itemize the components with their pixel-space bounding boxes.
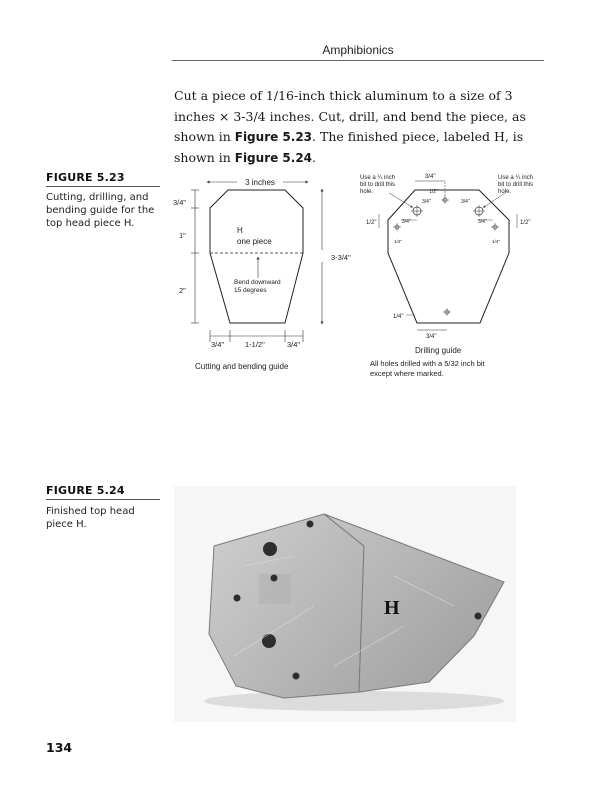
body-text-2: . The finished piece, labeled H, is shown in <box>174 129 524 165</box>
figure-524-rule <box>46 499 160 500</box>
bottom-right-dim: 3/4" <box>287 340 301 349</box>
top-left-dim: 3/4" <box>173 198 187 207</box>
figure-524-photo <box>174 486 516 722</box>
photo-hole-right <box>475 613 482 620</box>
figure-523-label: FIGURE 5.23 <box>46 171 125 184</box>
figure-524-caption: Finished top head piece H. <box>46 506 135 530</box>
note-left-3: hole. <box>360 189 374 195</box>
photo-part-letter: H <box>384 597 400 619</box>
body-paragraph <box>174 86 554 168</box>
drill-quarter-a: 3/4" <box>422 199 431 205</box>
drill-right-dim: 1/2" <box>520 220 531 226</box>
drilling-guide <box>360 174 533 378</box>
header-rule <box>172 60 544 61</box>
drill-top-dim: 3/4" <box>425 174 436 180</box>
figure-523-diagram <box>165 160 565 380</box>
cutting-guide <box>173 175 359 371</box>
part-text: one piece <box>237 237 272 246</box>
page-number: 134 <box>46 740 73 755</box>
photo-hole-bottom <box>293 673 300 680</box>
figure-524-label: FIGURE 5.24 <box>46 484 125 497</box>
bottom-left-dim: 3/4" <box>211 340 225 349</box>
one-inch-dim: 1" <box>179 231 186 240</box>
body-text-3: . <box>312 149 317 165</box>
note-right-3: hole. <box>498 189 512 195</box>
drilling-note-1: All holes drilled with a 5/32 inch bit <box>370 359 485 368</box>
bend-text-2: 15 degrees <box>234 287 267 294</box>
drill-inner-right: 3/4" <box>478 219 487 225</box>
note-left-1: Use a ¼ inch <box>360 175 396 181</box>
note-left-leader <box>389 193 412 207</box>
note-right-1: Use a ¼ inch <box>498 175 534 181</box>
drill-half-dim: 1/2" <box>429 189 438 195</box>
photo-hole-center <box>271 575 278 582</box>
drilling-note-2: except where marked. <box>370 369 444 378</box>
running-header: Amphibionics <box>322 43 394 57</box>
figure-reference-524: Figure 5.24 <box>234 150 313 165</box>
drilling-guide-title: Drilling guide <box>415 346 462 355</box>
drill-inner-left: 3/4" <box>402 219 411 225</box>
figure-523-rule <box>46 186 160 187</box>
part-letter: H <box>237 226 243 235</box>
width-label: 3 inches <box>245 178 275 187</box>
drill-small-left: 1/4" <box>394 239 402 244</box>
note-left-2: bit to drill this <box>360 182 396 188</box>
drill-left-dim: 1/2" <box>366 220 377 226</box>
photo-hole-large-bottom <box>262 634 276 648</box>
body-text-1: Cut a piece of 1/16-inch thick aluminum to a size of 3 inches × 3-3/4 inches. Cut, drill, and bend the piece, as shown in <box>174 88 526 144</box>
cutting-outline <box>210 190 303 323</box>
cutting-guide-title: Cutting and bending guide <box>195 362 289 371</box>
figure-reference-523: Figure 5.23 <box>234 130 313 144</box>
plate-left-face <box>209 514 364 698</box>
drill-bottom-side: 1/4" <box>393 314 404 320</box>
photo-hole-large-top <box>263 542 277 556</box>
plate-shadow <box>204 691 504 711</box>
figure-523-caption: Cutting, drilling, and bending guide for the top head piece H. <box>46 192 155 229</box>
drill-small-right: 1/4" <box>492 239 500 244</box>
drill-quarter-b: 3/4" <box>461 199 470 205</box>
two-inch-dim: 2" <box>179 286 186 295</box>
bend-text-1: Bend downward <box>234 279 281 286</box>
hole-crosshairs <box>393 196 499 316</box>
drill-bottom-dim: 3/4" <box>426 334 437 340</box>
photo-metal-plate <box>174 486 516 722</box>
drilling-outline <box>388 189 512 323</box>
note-right-2: bit to drill this <box>498 182 534 188</box>
photo-hole-top <box>307 521 314 528</box>
bottom-mid-dim: 1-1/2" <box>245 340 265 349</box>
height-label: 3-3/4" <box>331 253 351 262</box>
photo-hole-left <box>234 595 241 602</box>
